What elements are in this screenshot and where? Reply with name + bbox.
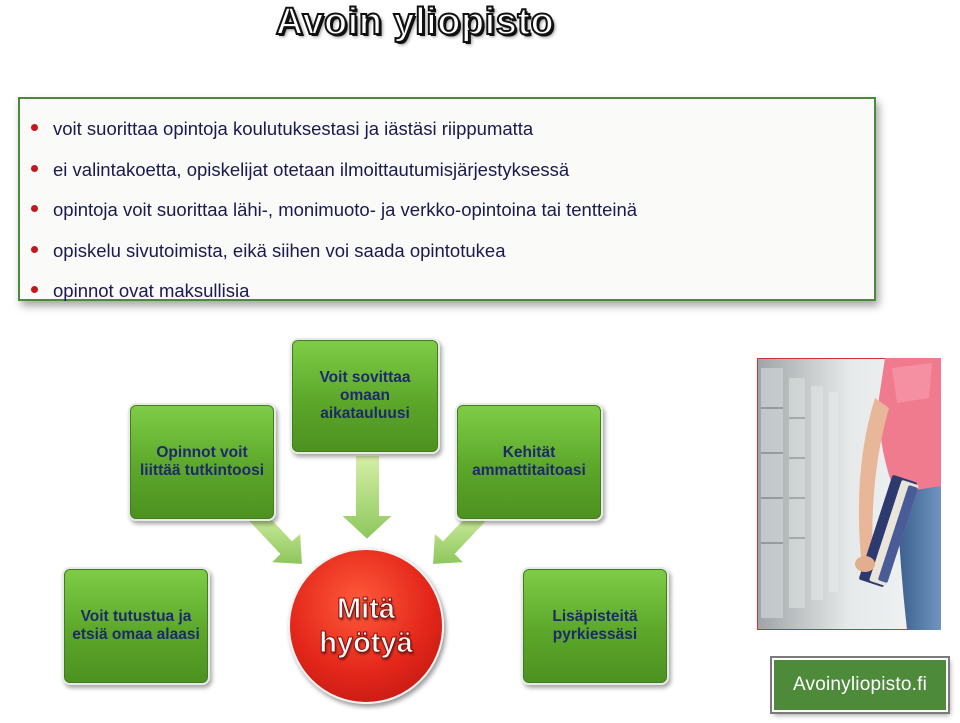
benefit-box-schedule: Voit sovittaa omaan aikatauluusi: [290, 338, 440, 454]
center-circle-text: Mitä hyötyä: [319, 593, 413, 659]
list-item-text: opiskelu sivutoimista, eikä siihen voi saada opintotukea: [53, 239, 506, 261]
benefit-box-points: Lisäpisteitä pyrkiessäsi: [521, 567, 669, 685]
list-item-text: opintoja voit suorittaa lähi-, monimuoto- ja verkko-opintoina tai tentteinä: [53, 199, 638, 221]
student-library-photo: [757, 358, 941, 630]
page-title: Avoin yliopisto: [275, 1, 555, 43]
benefit-box-skills: Kehität ammattitaitoasi: [455, 403, 603, 521]
logo[interactable]: [772, 658, 948, 712]
list-item-text: opinnot ovat maksullisia: [53, 280, 250, 302]
list-item-text: voit suorittaa opintoja koulutuksestasi ja iästäsi riippumatta: [53, 118, 534, 139]
benefit-box-explore: Voit tutustua ja etsiä omaa alaasi: [62, 567, 210, 685]
arrow-down-icon: [340, 455, 394, 540]
center-circle: [288, 548, 444, 704]
logo-text: Avoinyliopisto.fi: [792, 674, 927, 695]
benefit-box-degree: Opinnot voit liittää tutkintoosi: [128, 403, 276, 521]
list-item-text: ei valintakoetta, opiskelijat otetaan ilmoittautumisjärjestyksessä: [53, 158, 570, 180]
